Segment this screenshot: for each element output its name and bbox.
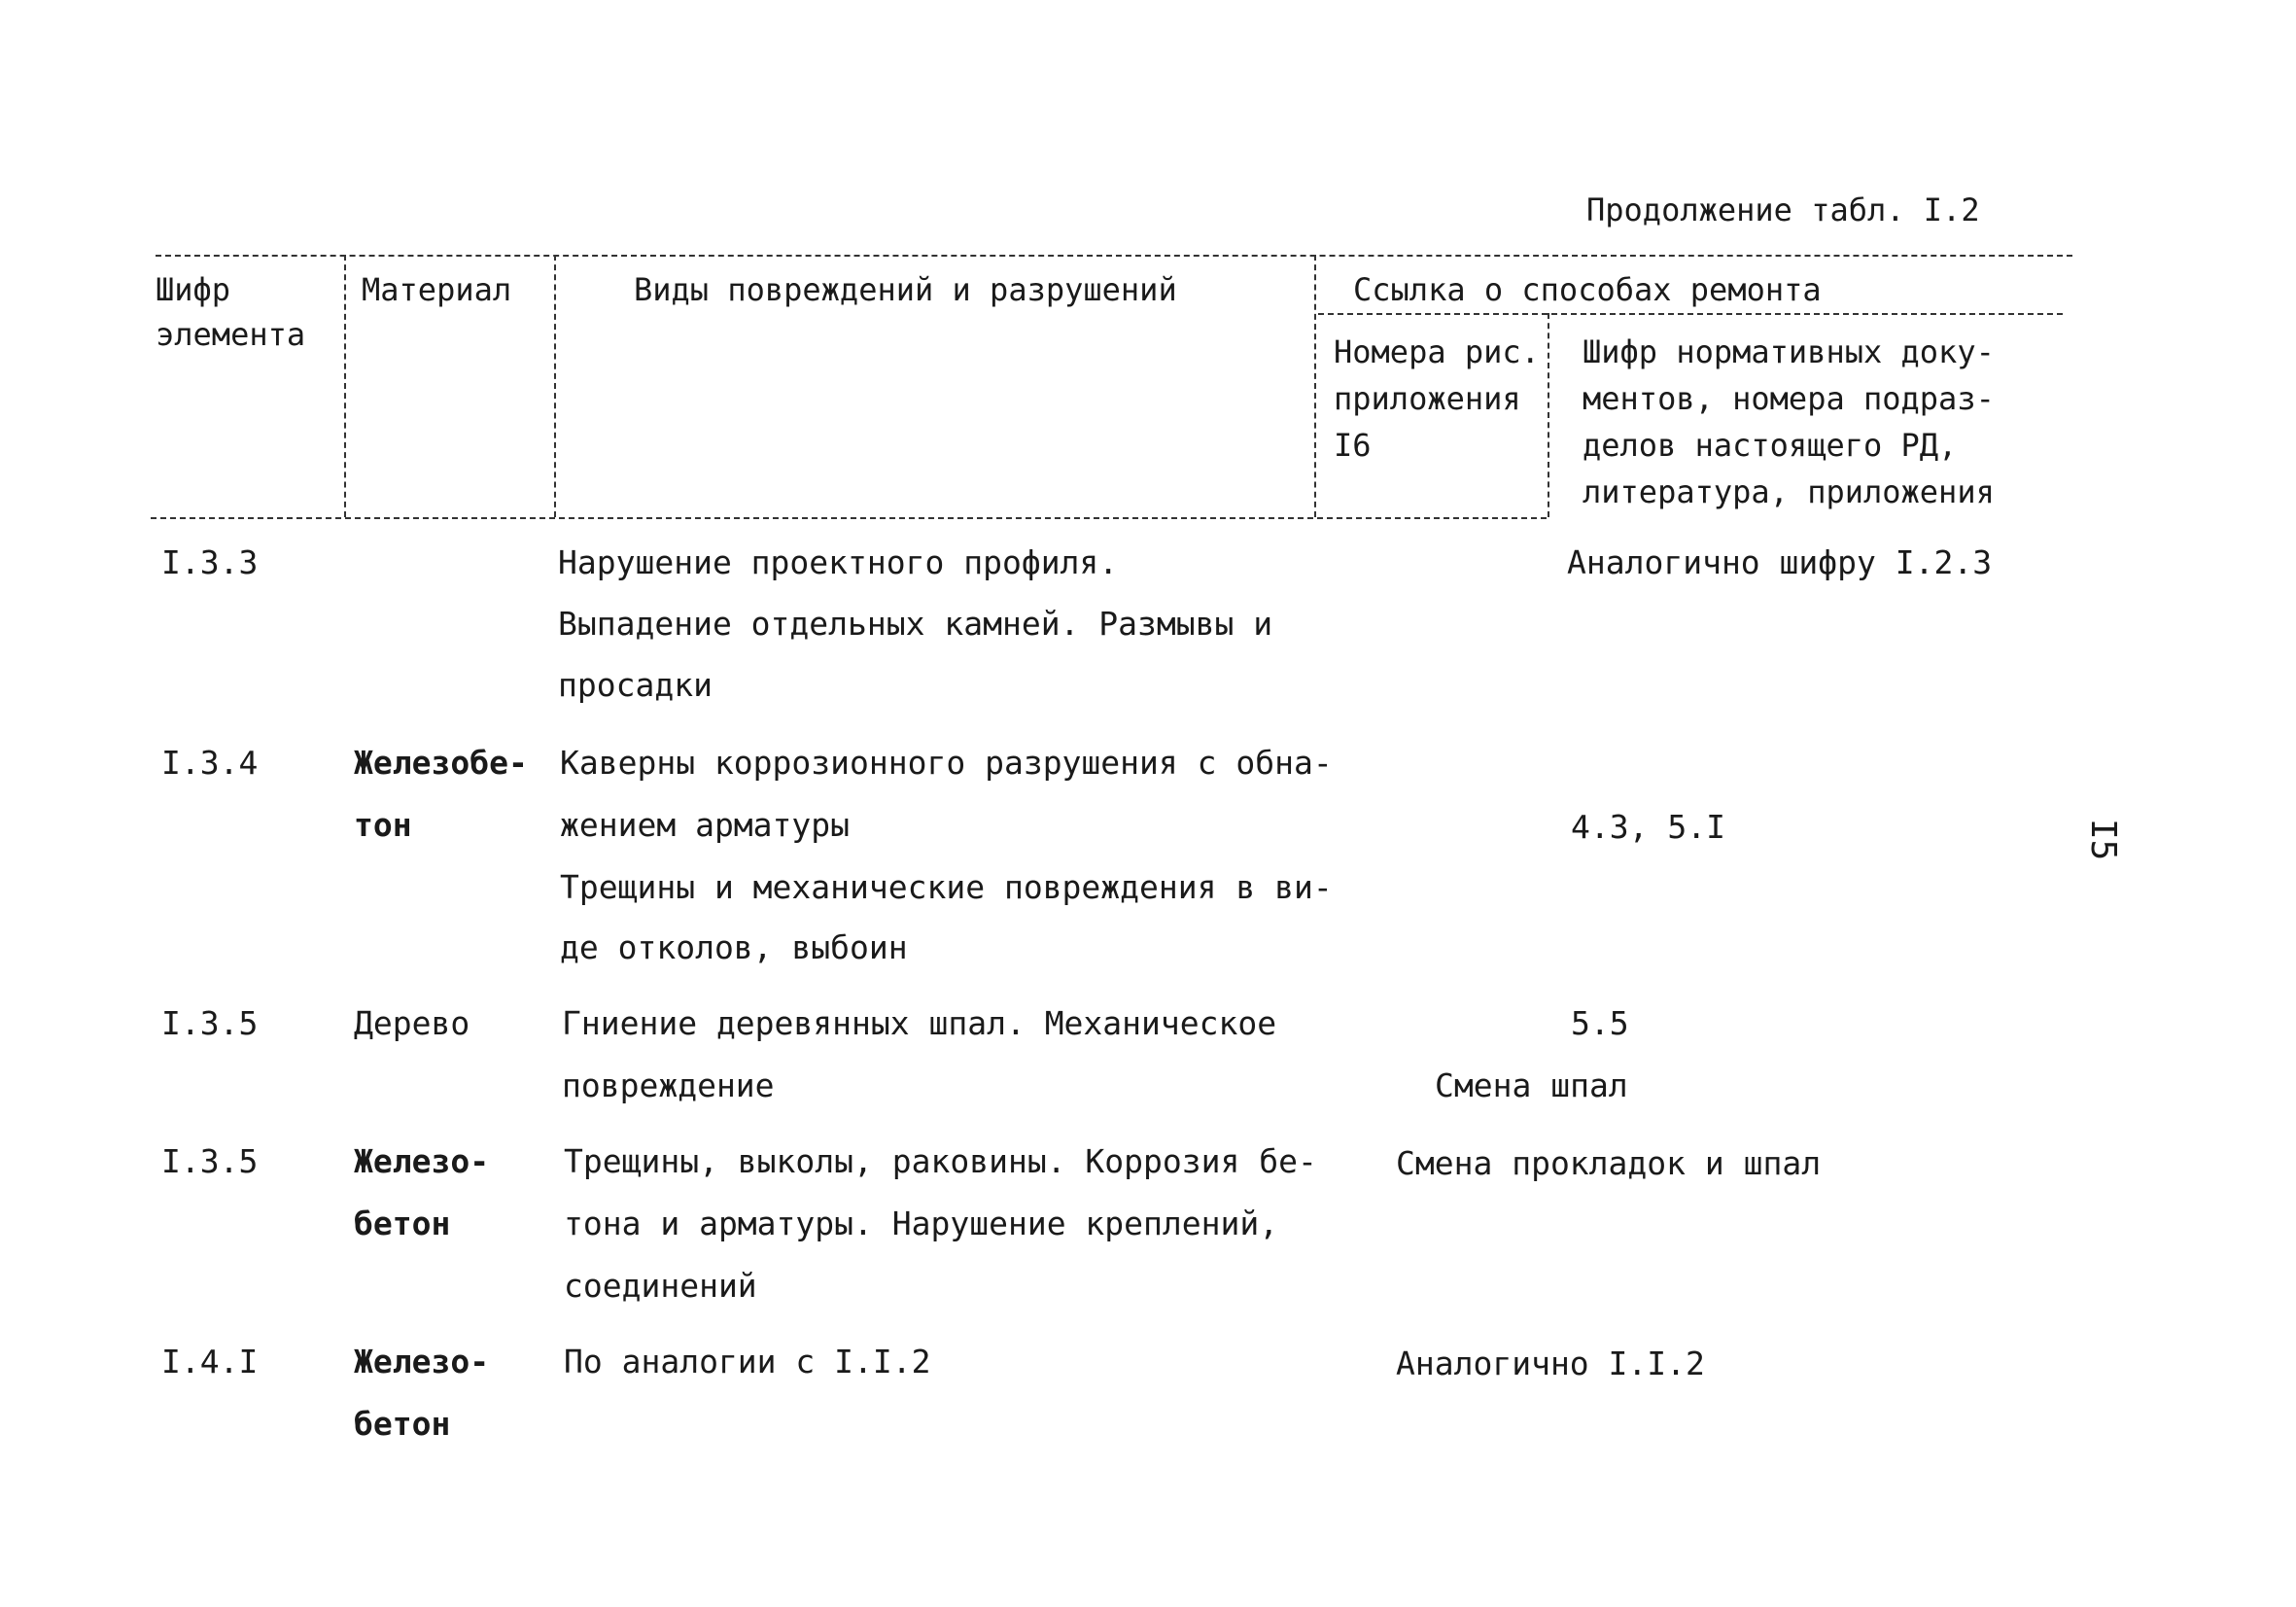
header-bottom-rule <box>151 517 1547 519</box>
row-code: I.4.I <box>161 1343 259 1380</box>
row-reference: 4.3, 5.I <box>1571 808 1725 846</box>
table-top-rule <box>156 255 2072 257</box>
col-divider-2 <box>554 255 556 517</box>
row-reference: Аналогично I.I.2 <box>1396 1345 1705 1382</box>
row-damage-line: По аналогии с I.I.2 <box>564 1343 931 1380</box>
row-damage-line: тона и арматуры. Нарушение креплений, <box>564 1205 1279 1242</box>
row-damage-line: повреждение <box>562 1066 775 1104</box>
header-code-line: элемента <box>156 316 306 353</box>
header-figure-line: Номера рис. <box>1334 333 1540 370</box>
row-damage-line: просадки <box>558 666 713 704</box>
row-damage-line: Трещины, выколы, раковины. Коррозия бе- <box>564 1142 1317 1180</box>
header-docs-line: литература, приложения <box>1583 473 1995 510</box>
row-damage-line: Выпадение отдельных камней. Размывы и <box>558 605 1273 643</box>
row-material-line: бетон <box>354 1405 451 1443</box>
col-divider-1 <box>344 255 346 517</box>
header-material: Материал <box>362 271 512 308</box>
row-damage-line: Нарушение проектного профиля. <box>558 543 1119 581</box>
header-docs-line: ментов, номера подраз- <box>1583 380 1995 417</box>
row-reference: 5.5 <box>1571 1004 1629 1042</box>
row-material-line: Железо- <box>354 1142 490 1180</box>
header-docs-line: Шифр нормативных доку- <box>1583 333 1995 370</box>
row-damage-line: Каверны коррозионного разрушения с обна- <box>560 744 1333 782</box>
header-figure-line: I6 <box>1334 427 1372 464</box>
repair-group-rule <box>1318 313 2063 315</box>
row-code: I.3.5 <box>161 1004 259 1042</box>
row-material-line: Железобе- <box>354 744 528 782</box>
row-damage-line: Гниение деревянных шпал. Механическое <box>562 1004 1277 1042</box>
row-code: I.3.3 <box>161 543 259 581</box>
header-repair-reference: Ссылка о способах ремонта <box>1353 271 1822 308</box>
row-code: I.3.5 <box>161 1142 259 1180</box>
row-damage-line: соединений <box>564 1267 757 1305</box>
header-figure-line: приложения <box>1334 380 1521 417</box>
row-damage-line: жением арматуры <box>560 806 851 844</box>
row-material-line: бетон <box>354 1205 451 1242</box>
header-damage-types: Виды повреждений и разрушений <box>634 271 1177 308</box>
row-material-line: Железо- <box>354 1343 490 1380</box>
row-material-line: Дерево <box>354 1004 470 1042</box>
row-damage-line: Трещины и механические повреждения в ви- <box>560 868 1333 906</box>
header-code-line: Шифр <box>156 271 231 308</box>
page-number: I5 <box>2083 819 2123 861</box>
col-divider-3 <box>1314 255 1316 517</box>
row-material-line: тон <box>354 806 412 844</box>
row-reference: Смена шпал <box>1435 1066 1628 1104</box>
row-code: I.3.4 <box>161 744 259 782</box>
row-damage-line: де отколов, выбоин <box>560 928 908 966</box>
header-docs-line: делов настоящего РД, <box>1583 427 1958 464</box>
col-divider-4 <box>1548 313 1549 517</box>
table-continuation-label: Продолжение табл. I.2 <box>1586 192 1980 228</box>
row-reference: Аналогично шифру I.2.3 <box>1567 543 1993 581</box>
row-reference: Смена прокладок и шпал <box>1396 1144 1822 1182</box>
